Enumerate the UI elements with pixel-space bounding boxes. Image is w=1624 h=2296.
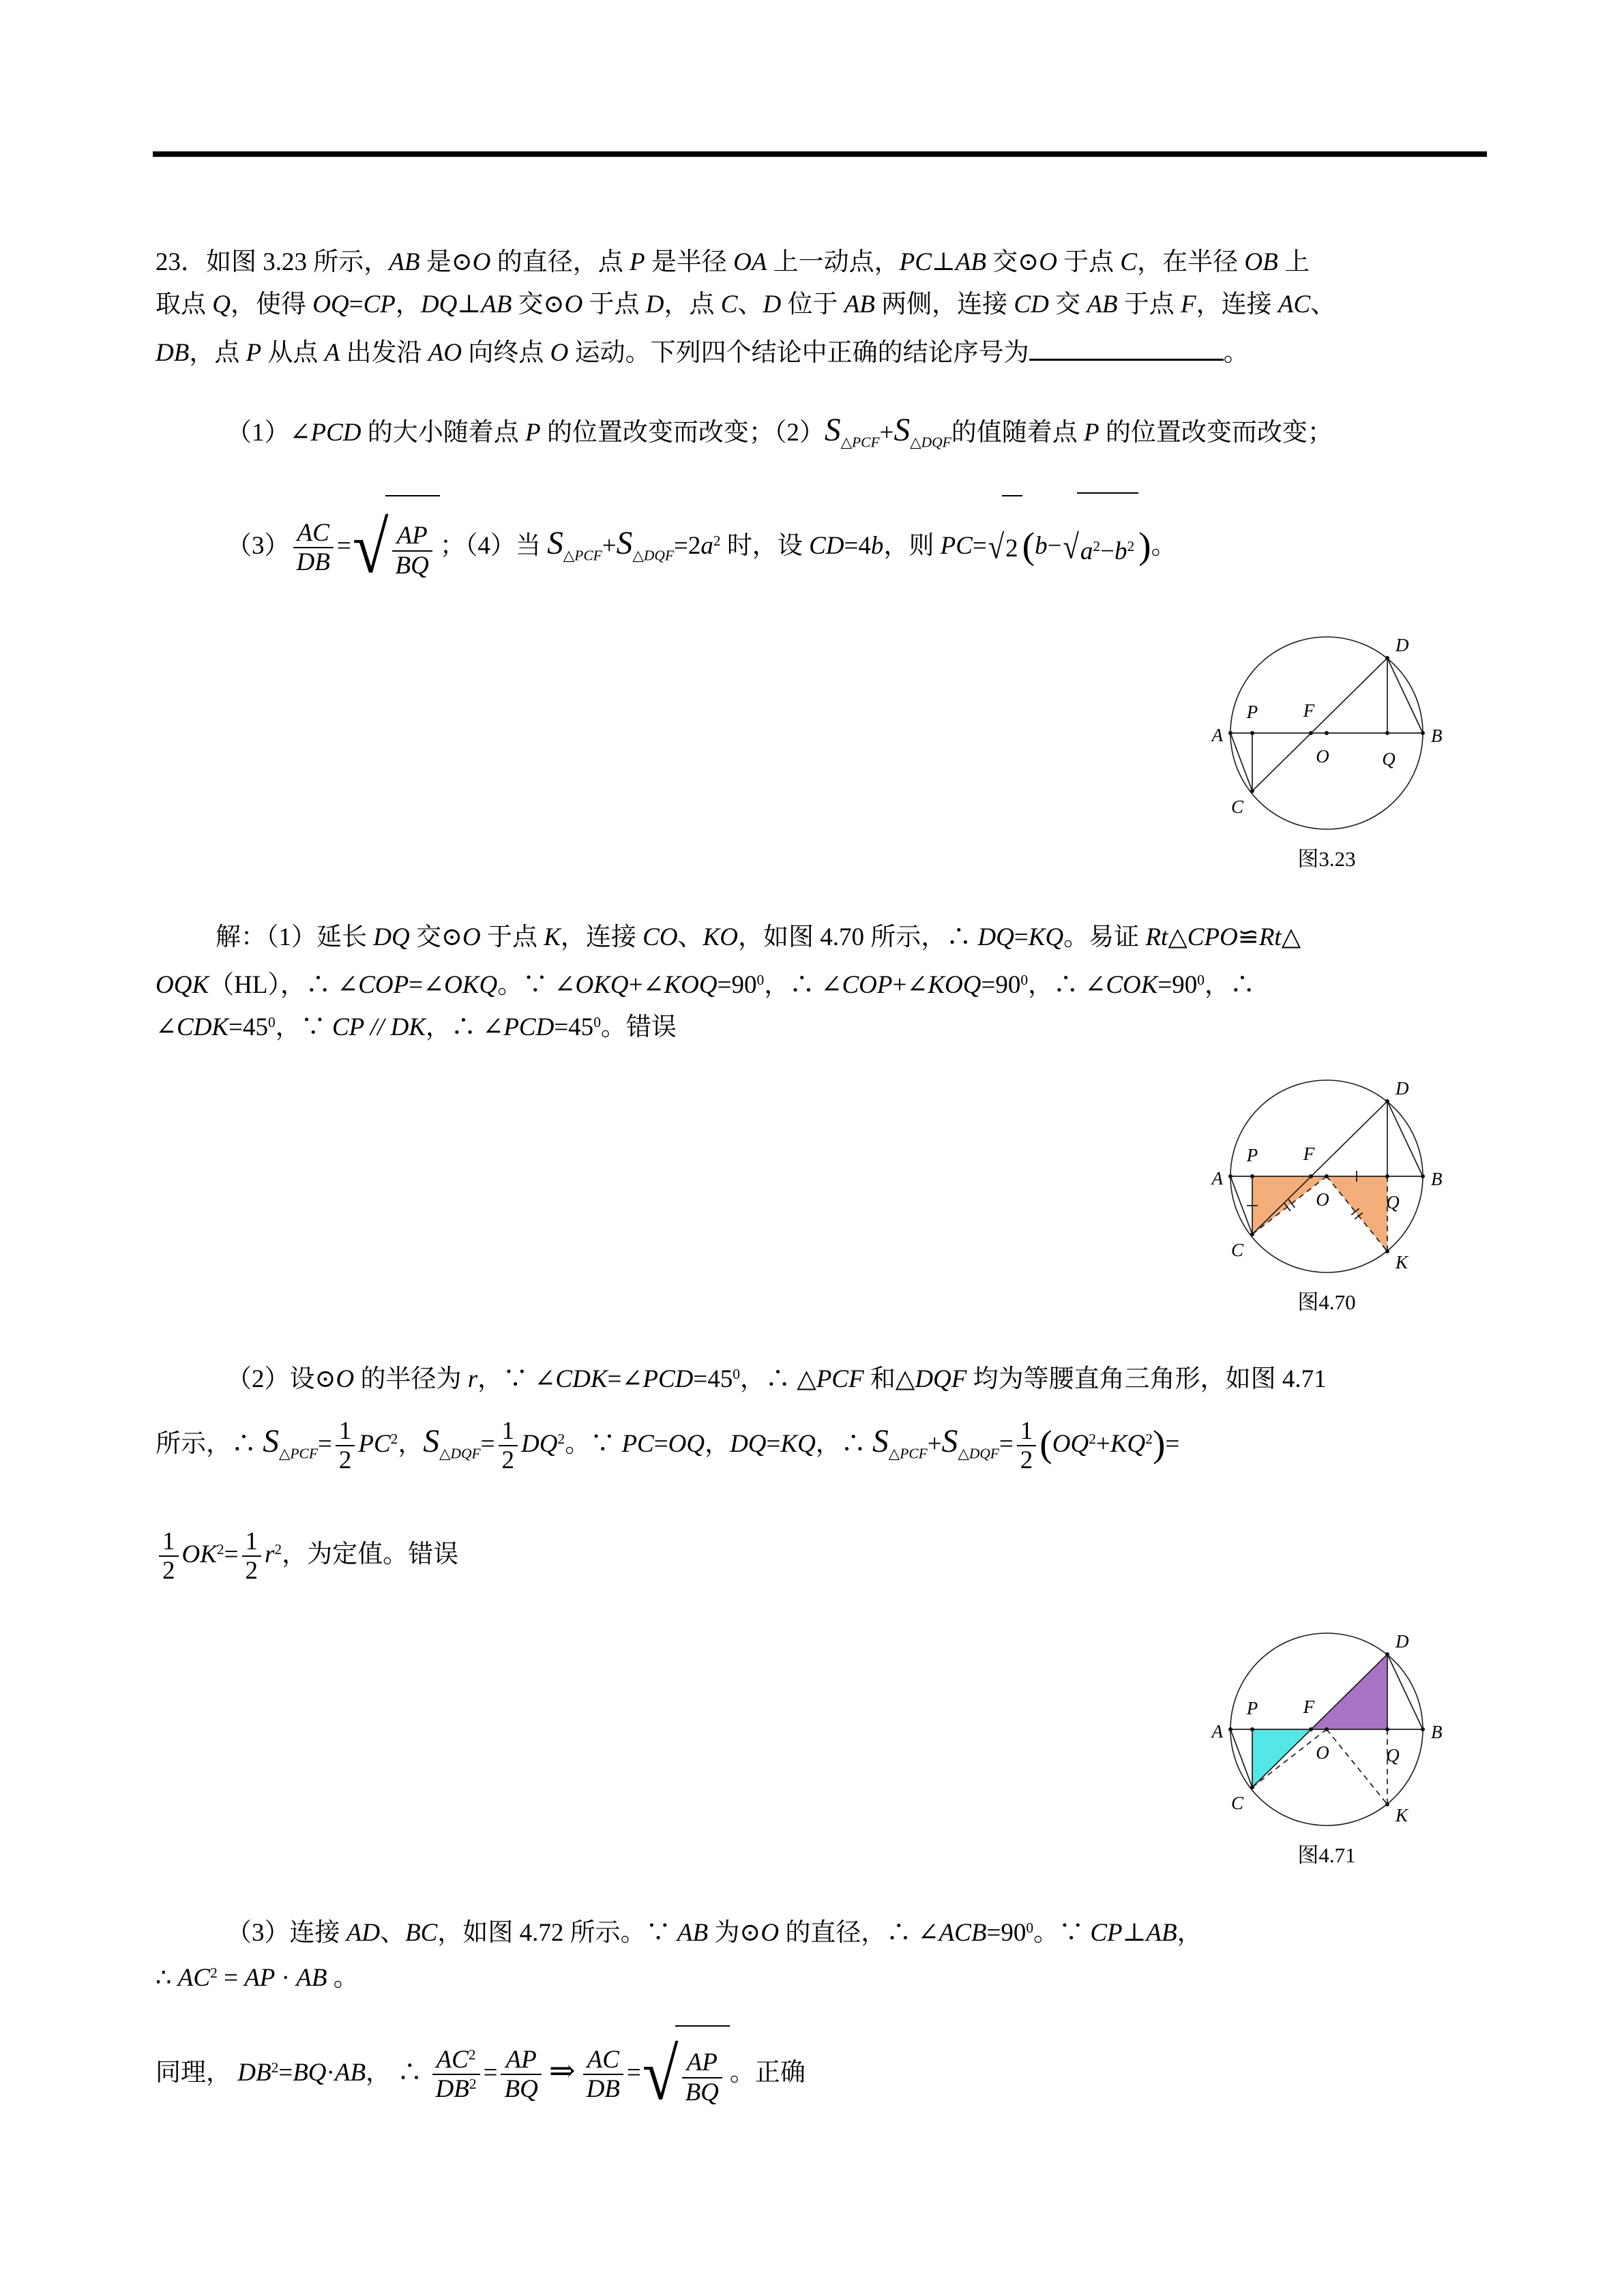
solution3-line-1: （3）连接 AD、BC，如图 4.72 所示。∵ AB 为⊙O 的直径，∴ $\angle ACB=90^0$。∵ CP⊥AB，	[226, 1918, 1202, 1947]
point-label-C: C	[1230, 1793, 1243, 1813]
point-label-K: K	[1396, 1252, 1408, 1272]
chord-DB	[1387, 658, 1423, 733]
problem-line-3: DB，点 P 从点 A 出发沿 AO 向终点 O 运动。下列四个结论中正确的结论序号为 。	[156, 332, 1249, 368]
point-label-B: B	[1431, 1722, 1443, 1742]
solution2-line-2: 所示，∴ $S_{\triangle PCF}=$ $\frac{1}{2}$ $PC^2$，$S_{\triangle DQF}=$ $\frac{1}{2}$ $DQ^2$。∵ PC=OQ，DQ=KQ，∴ $S_{\triangle PCF}+S_{\triangle DQF}=$ $\frac{1}{2}$ $(OQ^2+KQ^2)=$	[156, 1416, 1180, 1475]
problem-line-2: 取点 Q，使得 OQ=CP，DQ⊥AB 交⊙O 于点 D，点 C、D 位于 AB 两侧，连接 CD 交 AB 于点 F，连接 AC、	[156, 290, 1336, 318]
solution2-line-1: （2）设⊙O 的半径为 r，∵ $\angle CDK=\angle PCD=45^0$，∴ △PCF 和△DQF 均为等腰直角三角形，如图 4.71	[226, 1365, 1327, 1393]
figure-caption: 图4.70	[1297, 1290, 1356, 1314]
problem-line-1: 23．如图 3.23 所示，AB 是⊙O 的直径，点 P 是半径 OA 上一动点，PC⊥AB 交⊙O 于点 C，在半径 OB 上	[156, 248, 1310, 276]
solution3-line-2: ∴ $AC^2$ = AP · AB 。	[156, 1963, 359, 1992]
propositions-1-2: （1）∠PCD 的大小随着点 P 的位置改变而改变；$(2)S_{\triangle PCF}+S_{\triangle DQF}$的值随着点 P 的位置改变而改变；	[226, 413, 1333, 451]
point-label-Q: Q	[1386, 1745, 1400, 1765]
solution1-line-3: $\angle CDK=45^0$，∵ CP // DK，∴ $\angle PCD=45^0$。错误	[156, 1013, 677, 1041]
solution2-line-3: $\frac{1}{2}$ $OK^2=$ $\frac{1}{2}$ $r^2$，为定值。错误	[156, 1502, 458, 1602]
point-label-F: F	[1303, 1697, 1315, 1717]
point-label-O: O	[1316, 1742, 1329, 1763]
point-label-A: A	[1211, 1168, 1223, 1189]
point-label-P: P	[1246, 1698, 1258, 1718]
point-label-D: D	[1396, 1078, 1409, 1099]
figure-4-70	[1153, 1037, 1521, 1330]
figure-caption: 图3.23	[1297, 847, 1356, 871]
point-label-C: C	[1230, 796, 1243, 817]
point-label-B: B	[1431, 1169, 1443, 1189]
propositions-3-4: （3） $\frac{AC}{DB}$ = √ $\frac{AP}{BQ}$ ；（4）当 $S_{\triangle PCF}+S_{\triangle DQF}=2a^2$ 时，设 CD=4b，则 PC= √ 2 (b− √ $a^2-b^2$ )。	[226, 490, 1177, 606]
chord-DB	[1387, 1654, 1423, 1729]
point-label-Q: Q	[1386, 1192, 1400, 1212]
solution3-line-3: 同理， $DB^2=BQ\cdot AB$， ∴ $\frac{AC^2}{DB^2}$ = $\frac{AP}{BQ}$ ⇒ $\frac{AC}{DB}$ = √ $\frac{AP}{BQ}$ 。正确	[156, 2020, 806, 2123]
point-label-F: F	[1303, 700, 1315, 721]
chord-DB	[1387, 1101, 1423, 1176]
point-label-P: P	[1246, 702, 1258, 722]
figure-caption: 图4.71	[1297, 1843, 1356, 1867]
figure-3-23	[1153, 593, 1521, 886]
point-label-B: B	[1431, 726, 1443, 746]
point-label-K: K	[1396, 1805, 1408, 1825]
header-rule	[153, 151, 1487, 157]
point-label-P: P	[1246, 1145, 1258, 1165]
point-label-A: A	[1211, 1721, 1223, 1742]
chord-AC	[1230, 1729, 1252, 1787]
point-label-O: O	[1316, 1189, 1329, 1210]
chord-AC	[1230, 733, 1252, 791]
point-label-F: F	[1303, 1144, 1315, 1164]
solution1-line-1: 解：（1）延长 DQ 交⊙O 于点 K，连接 CO、KO，如图 4.70 所示，∴ DQ=KQ。易证 Rt△CPO≌Rt△	[216, 923, 1301, 951]
point-label-D: D	[1396, 1631, 1409, 1652]
solution1-line-2: OQK（HL），∴ ∠COP=∠OKQ。∵ $\angle OKQ+\angle KOQ=90^0$，∴ $\angle COP+\angle KOQ=90^0$，∴ $\angle COK=90^0$，∴	[156, 970, 1256, 999]
point-label-C: C	[1230, 1240, 1243, 1260]
point-label-A: A	[1211, 725, 1223, 745]
dashed-OK	[1327, 1729, 1387, 1804]
chord-CD	[1252, 658, 1387, 791]
figure-4-71	[1153, 1590, 1521, 1883]
point-label-Q: Q	[1382, 749, 1396, 769]
point-label-O: O	[1316, 746, 1329, 766]
point-label-D: D	[1396, 635, 1409, 655]
